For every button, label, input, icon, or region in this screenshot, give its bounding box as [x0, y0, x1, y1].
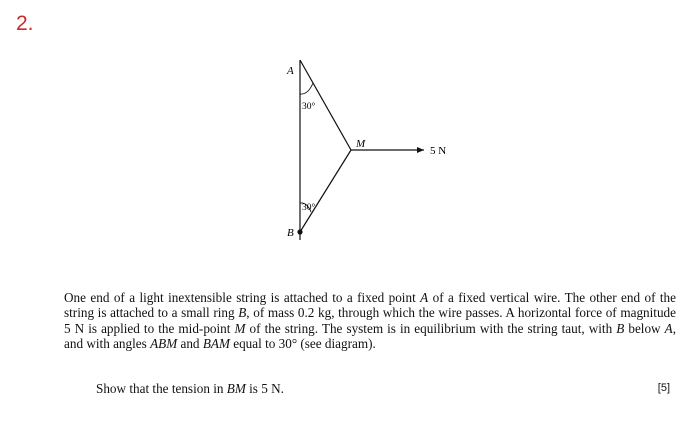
- label-force: 5 N: [430, 145, 447, 157]
- label-angle-top: 30°: [302, 102, 316, 112]
- angle-arc-top: [300, 83, 313, 94]
- label-angle-bottom: 30°: [302, 203, 316, 213]
- question-paragraph: One end of a light inextensible string is attached to a fixed point A of a fixed vertical wire. The other end of the string is attached to a small ring B, of mass 0.2 kg, through which the wire passes. A horizontal force of magnitude 5 N is applied to the mid-point M of the string. The system is in equilibrium with the string taut, with B below A, and with angles ABM and BAM equal to 30° (see diagram).: [64, 290, 676, 352]
- label-m: M: [356, 138, 366, 150]
- label-a: A: [287, 65, 294, 77]
- marks-badge: [5]: [657, 382, 670, 394]
- question-number: 2.: [16, 12, 34, 35]
- label-b: B: [287, 227, 294, 239]
- ring-b: [297, 229, 302, 234]
- string-mb: [300, 150, 351, 232]
- task-instruction: Show that the tension in BM is 5 N.: [96, 381, 284, 396]
